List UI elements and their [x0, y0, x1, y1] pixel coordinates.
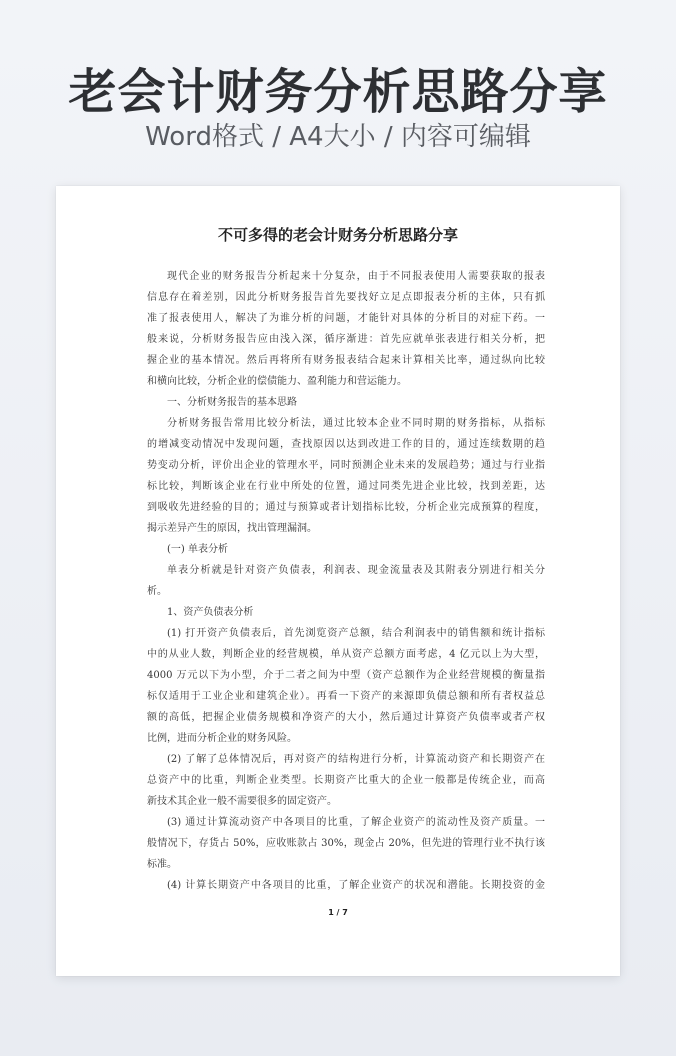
body-line: 额的高低，把握企业债务规模和净资产的大小，然后通过计算资产负债率或者产权 [147, 712, 545, 723]
document-page [56, 186, 620, 976]
body-line: (2) 了解了总体情况后，再对资产的结构进行分析，计算流动资产和长期资产在 [167, 754, 545, 765]
body-line: 现代企业的财务报告分析起来十分复杂，由于不同报表使用人需要获取的报表 [167, 271, 545, 282]
body-line: 般来说，分析财务报告应由浅入深，循序渐进：首先应就单张表进行相关分析，把 [147, 334, 545, 345]
body-line: 到吸收先进经验的目的；通过与预算或者计划指标比较，分析企业完成预算的程度， [147, 502, 545, 513]
body-line: 4000 万元以下为小型，介于二者之间为中型（资产总额作为企业经营规模的衡量指 [147, 670, 545, 681]
body-line: 中的从业人数，判断企业的经营规模，单从资产总额方面考虑，4 亿元以上为大型， [147, 649, 545, 660]
section-heading: 一、分析财务报告的基本思路 [167, 397, 297, 408]
body-line: 揭示差异产生的原因，找出管理漏洞。 [147, 523, 317, 534]
banner-subtitle: Word格式 / A4大小 / 内容可编辑 [145, 122, 531, 152]
body-line: 析。 [147, 586, 167, 597]
body-line: 的增减变动情况中发现问题，查找原因以达到改进工作的目的，通过连续数期的趋 [147, 439, 545, 450]
body-line: 标准。 [147, 859, 177, 870]
body-line: 般情况下，存货占 50%，应收账款占 30%，现金占 20%，但先进的管理行业不执行该 [147, 838, 545, 849]
body-line: (3) 通过计算流动资产中各项目的比重，了解企业资产的流动性及资产质量。一 [167, 817, 545, 828]
body-line: 比例，进而分析企业的财务风险。 [147, 733, 297, 744]
body-line: (4) 计算长期资产中各项目的比重，了解企业资产的状况和潜能。长期投资的金 [167, 880, 545, 891]
body-line: 总资产中的比重，判断企业类型。长期资产比重大的企业一般都是传统企业，而高 [147, 775, 545, 786]
body-line: 势变动分析，评价出企业的管理水平，同时预测企业未来的发展趋势；通过与行业指 [147, 460, 545, 471]
banner-title: 老会计财务分析思路分享 [68, 64, 608, 120]
subsection-heading: (一) 单表分析 [167, 544, 228, 555]
body-line: 分析财务报告常用比较分析法，通过比较本企业不同时期的财务指标，从指标 [167, 418, 545, 429]
body-line: 标仅适用于工业企业和建筑企业）。再看一下资产的来源即负债总额和所有者权益总 [147, 691, 545, 702]
page-number: 1 / 7 [328, 908, 348, 917]
body-line: (1) 打开资产负债表后，首先浏览资产总额，结合利润表中的销售额和统计指标 [167, 628, 545, 639]
body-line: 新技术其企业一般不需要很多的固定资产。 [147, 796, 337, 807]
document-body [147, 266, 545, 896]
document-title: 不可多得的老会计财务分析思路分享 [217, 226, 458, 244]
body-line: 信息存在着差别，因此分析财务报告首先要找好立足点即报表分析的主体，只有抓 [147, 292, 545, 303]
body-line: 和横向比较，分析企业的偿债能力、盈利能力和营运能力。 [147, 376, 407, 387]
body-line: 准了报表使用人，解决了为谁分析的问题，才能针对具体的分析目的对症下药。一 [147, 313, 545, 324]
body-line: 标比较，判断该企业在行业中所处的位置，通过同类先进企业比较，找到差距，达 [147, 481, 545, 492]
body-line: 握企业的基本情况。然后再将所有财务报表结合起来计算相关比率，通过纵向比较 [147, 355, 545, 366]
subsection-heading: 1、资产负债表分析 [167, 607, 254, 618]
body-line: 单表分析就是针对资产负债表，利润表、现金流量表及其附表分别进行相关分 [167, 565, 545, 576]
